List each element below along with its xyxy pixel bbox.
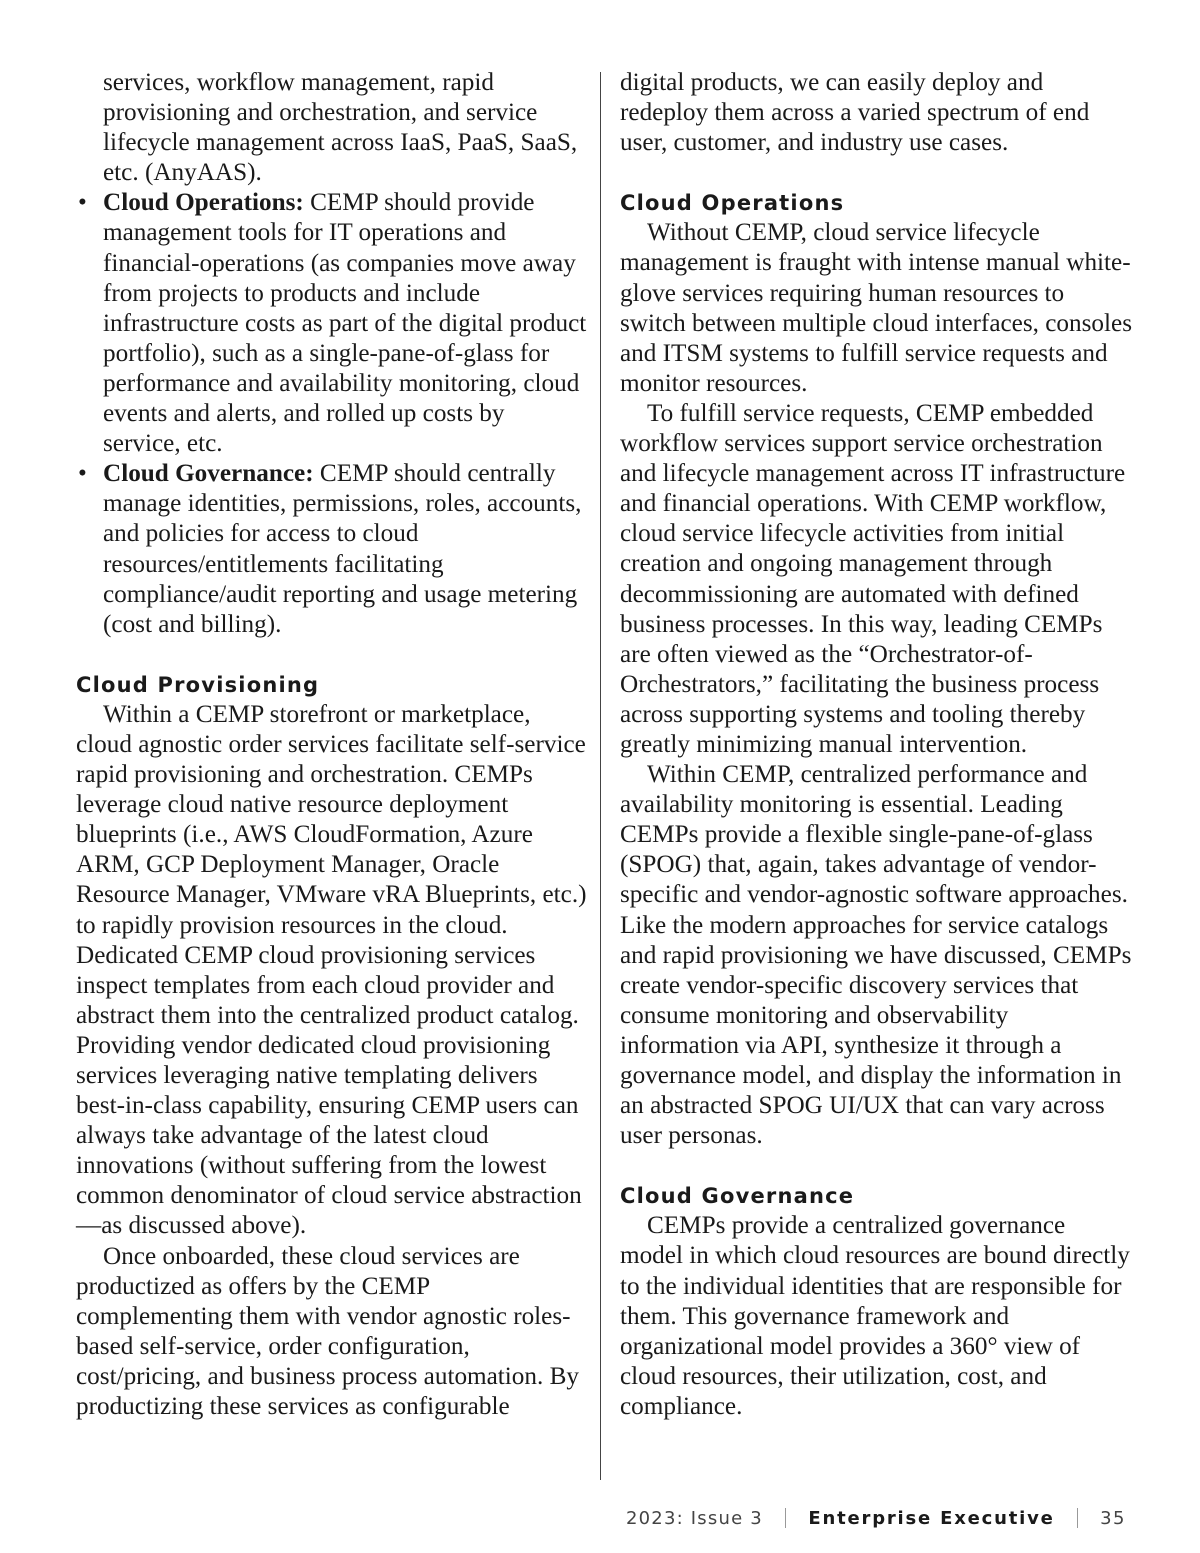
bullet-icon: • (78, 189, 87, 217)
publication-name: Enterprise Executive (808, 1507, 1055, 1529)
section-heading-provisioning: Cloud Provisioning (76, 672, 320, 697)
paragraph: Once onboarded, these cloud services are productized as offers by the CEMP complementing them with vendor agnostic roles-based self-service, order configuration, cost/pricing, and business process automation. By productizing these services as configurable (76, 1242, 579, 1421)
list-item (76, 188, 588, 459)
right-column (620, 68, 1132, 1422)
left-column (76, 68, 588, 1422)
paragraph: Within CEMP, centralized performance and availability monitoring is essential. Leading CEMPs provide a flexible single-pane-of-glass (SPOG) that, again, takes advantage of vendor-specific and vendor-agnostic software approaches. Like the modern approaches for service catalogs and rapid provisioning we have discussed, CEMPs create vendor-specific discovery services that consume monitoring and observability information via API, synthesize it through a governance model, and display the information in an abstracted SPOG UI/UX that can vary across user personas. (620, 761, 1132, 1150)
paragraph: Without CEMP, cloud service lifecycle management is fraught with intense manual white-glove services requiring human resources to switch between multiple cloud interfaces, consoles and ITSM systems to fulfill service requests and monitor resources. (620, 219, 1132, 397)
paragraph: CEMPs provide a centralized governance model in which cloud resources are bound directly to the individual identities that are responsible for them. This governance framework and organizational model provides a 360° view of cloud resources, their utilization, cost, and compliance. (620, 1212, 1130, 1420)
footer-divider (785, 1508, 786, 1528)
bullet-list (76, 188, 588, 639)
bullet-text: CEMP should centrally manage identities, permissions, roles, accounts, and policies for access to cloud resources/entitlements facilitating compliance/audit reporting and usage metering (cost and billing). (103, 460, 582, 638)
page-footer (626, 1503, 1126, 1533)
bullet-text: CEMP should provide management tools for IT operations and financial-operations (as companies move away from projects to products and include infrastructure costs as part of the digital product portfolio), such as a single-pane-of-glass for performance and availability monitoring, cloud events and alerts, and rolled up costs by service, etc. (103, 189, 587, 458)
issue-label: 2023: Issue 3 (626, 1507, 763, 1529)
bullet-term: Cloud Operations: (103, 189, 304, 217)
column-divider (600, 72, 601, 1480)
page-number: 35 (1100, 1507, 1126, 1529)
bullet-icon: • (78, 460, 87, 488)
section-heading-operations: Cloud Operations (620, 191, 845, 216)
footer-divider (1077, 1508, 1078, 1528)
continued-text: digital products, we can easily deploy and redeploy them across a varied spectrum of end user, customer, and industry use cases. (620, 69, 1090, 157)
section-heading-governance: Cloud Governance (620, 1184, 855, 1209)
paragraph: To fulfill service requests, CEMP embedded workflow services support service orchestration and lifecycle management across IT infrastructure and financial operations. With CEMP workflow, cloud service lifecycle activities from initial creation and ongoing management through decommissioning are automated with defined business processes. In this way, leading CEMPs are often viewed as the “Orchestrator-of-Orchestrators,” facilitating the business process across supporting systems and tooling thereby greatly minimizing manual intervention. (620, 399, 1126, 758)
continued-text: services, workflow management, rapid provisioning and orchestration, and service lifecycle management across IaaS, PaaS, SaaS, etc. (AnyAAS). (103, 69, 578, 187)
list-item (76, 459, 588, 640)
bullet-term: Cloud Governance: (103, 460, 314, 488)
paragraph: Within a CEMP storefront or marketplace, cloud agnostic order services facilitate self-service rapid provisioning and orchestration. CEMPs leverage cloud native resource deployment blueprints (i.e., AWS CloudFormation, Azure ARM, GCP Deployment Manager, Oracle Resource Manager, VMware vRA Blueprints, etc.) to rapidly provision resources in the cloud. Dedicated CEMP cloud provisioning services inspect templates from each cloud provider and abstract them into the centralized product catalog. Providing vendor dedicated cloud provisioning services leveraging native templating delivers best-in-class capability, ensuring CEMP users can always take advantage of the latest cloud innovations (without suffering from the lowest common denominator of cloud service abstraction—as discussed above). (76, 700, 587, 1240)
